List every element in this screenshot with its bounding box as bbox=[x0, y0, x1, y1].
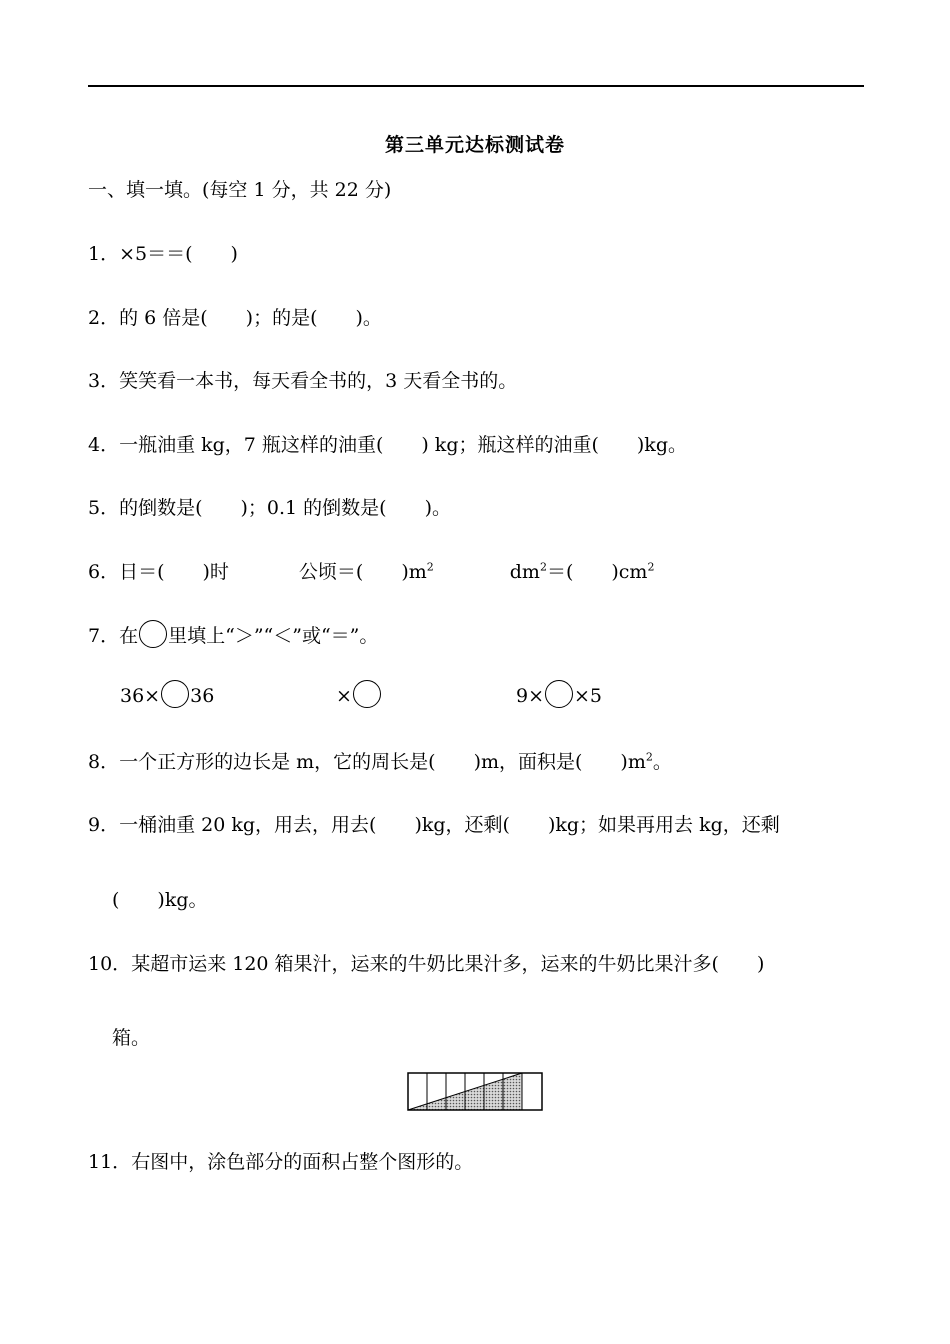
question-text: 右图中，涂色部分的面积占整个图形的。 bbox=[131, 1151, 474, 1173]
question-text: 一个正方形的边长是 m，它的周长是( )m，面积是( )m bbox=[119, 751, 646, 773]
question-number: 8． bbox=[88, 751, 120, 773]
question-number: 4． bbox=[88, 434, 120, 456]
superscript: 2 bbox=[426, 560, 434, 574]
question-number: 2． bbox=[88, 307, 120, 329]
question-9-continued: ( )kg。 bbox=[112, 889, 208, 911]
expr-left: × bbox=[336, 685, 352, 707]
question-number: 9． bbox=[88, 814, 120, 836]
section-heading: 一、填一填。(每空 1 分，共 22 分) bbox=[88, 179, 392, 201]
question-part-c: ＝( )cm bbox=[546, 561, 648, 583]
question-6 bbox=[88, 560, 654, 584]
question-number: 1． bbox=[88, 243, 120, 265]
question-text: 某超市运来 120 箱果汁，运来的牛奶比果汁多，运来的牛奶比果汁多( ) bbox=[131, 953, 765, 975]
question-text: 一桶油重 20 kg，用去，用去( )kg，还剩( )kg；如果再用去 kg，还剩 bbox=[119, 814, 780, 836]
expr-right: 36 bbox=[190, 685, 215, 707]
question-text-a: 的 6 倍是( )； bbox=[119, 307, 273, 329]
expr-left: 9× bbox=[516, 685, 545, 707]
compare-expression-1 bbox=[120, 680, 214, 708]
question-part-a: 日＝( )时 bbox=[119, 561, 229, 583]
question-1 bbox=[88, 242, 238, 266]
answer-circle[interactable] bbox=[161, 680, 189, 708]
page-title: 第三单元达标测试卷 bbox=[384, 134, 565, 156]
question-part-c-unit: dm bbox=[509, 561, 540, 583]
top-rule bbox=[88, 85, 864, 87]
expr-left: 36× bbox=[120, 685, 161, 707]
question-4 bbox=[88, 433, 687, 457]
question-10 bbox=[88, 952, 764, 976]
shaded-rectangle-figure bbox=[407, 1072, 543, 1112]
question-number: 6． bbox=[88, 561, 120, 583]
question-text: 笑笑看一本书，每天看全书的，3 天看全书的。 bbox=[119, 370, 518, 392]
question-text-pre: 在 bbox=[119, 625, 139, 647]
question-part-b: 公顷＝( )m bbox=[298, 561, 427, 583]
question-text-b: 的是( )。 bbox=[272, 307, 382, 329]
superscript: 2 bbox=[645, 750, 653, 764]
compare-expression-3 bbox=[516, 680, 602, 708]
question-5 bbox=[88, 496, 451, 520]
question-text: 的倒数是( )；0.1 的倒数是( )。 bbox=[119, 497, 452, 519]
question-9 bbox=[88, 813, 780, 837]
question-11 bbox=[88, 1150, 473, 1174]
question-text-post: 里填上“＞”“＜”或“＝”。 bbox=[168, 625, 379, 647]
compare-circle-icon bbox=[139, 620, 167, 648]
answer-circle[interactable] bbox=[353, 680, 381, 708]
question-8 bbox=[88, 750, 672, 774]
question-number: 10． bbox=[88, 953, 132, 975]
question-text: 一瓶油重 kg，7 瓶这样的油重( ) kg；瓶这样的油重( )kg。 bbox=[119, 434, 687, 456]
question-2 bbox=[88, 306, 382, 330]
question-10-continued: 箱。 bbox=[112, 1027, 151, 1049]
question-text: ×5＝＝( ) bbox=[119, 243, 238, 265]
question-text-end: 。 bbox=[652, 751, 672, 773]
question-3 bbox=[88, 369, 517, 393]
question-number: 3． bbox=[88, 370, 120, 392]
compare-expression-2 bbox=[336, 680, 382, 708]
expr-right: ×5 bbox=[574, 685, 603, 707]
question-number: 7． bbox=[88, 625, 120, 647]
question-number: 5． bbox=[88, 497, 120, 519]
question-number: 11． bbox=[88, 1151, 132, 1173]
answer-circle[interactable] bbox=[545, 680, 573, 708]
superscript: 2 bbox=[539, 560, 547, 574]
superscript: 2 bbox=[647, 560, 655, 574]
question-7 bbox=[88, 620, 378, 648]
